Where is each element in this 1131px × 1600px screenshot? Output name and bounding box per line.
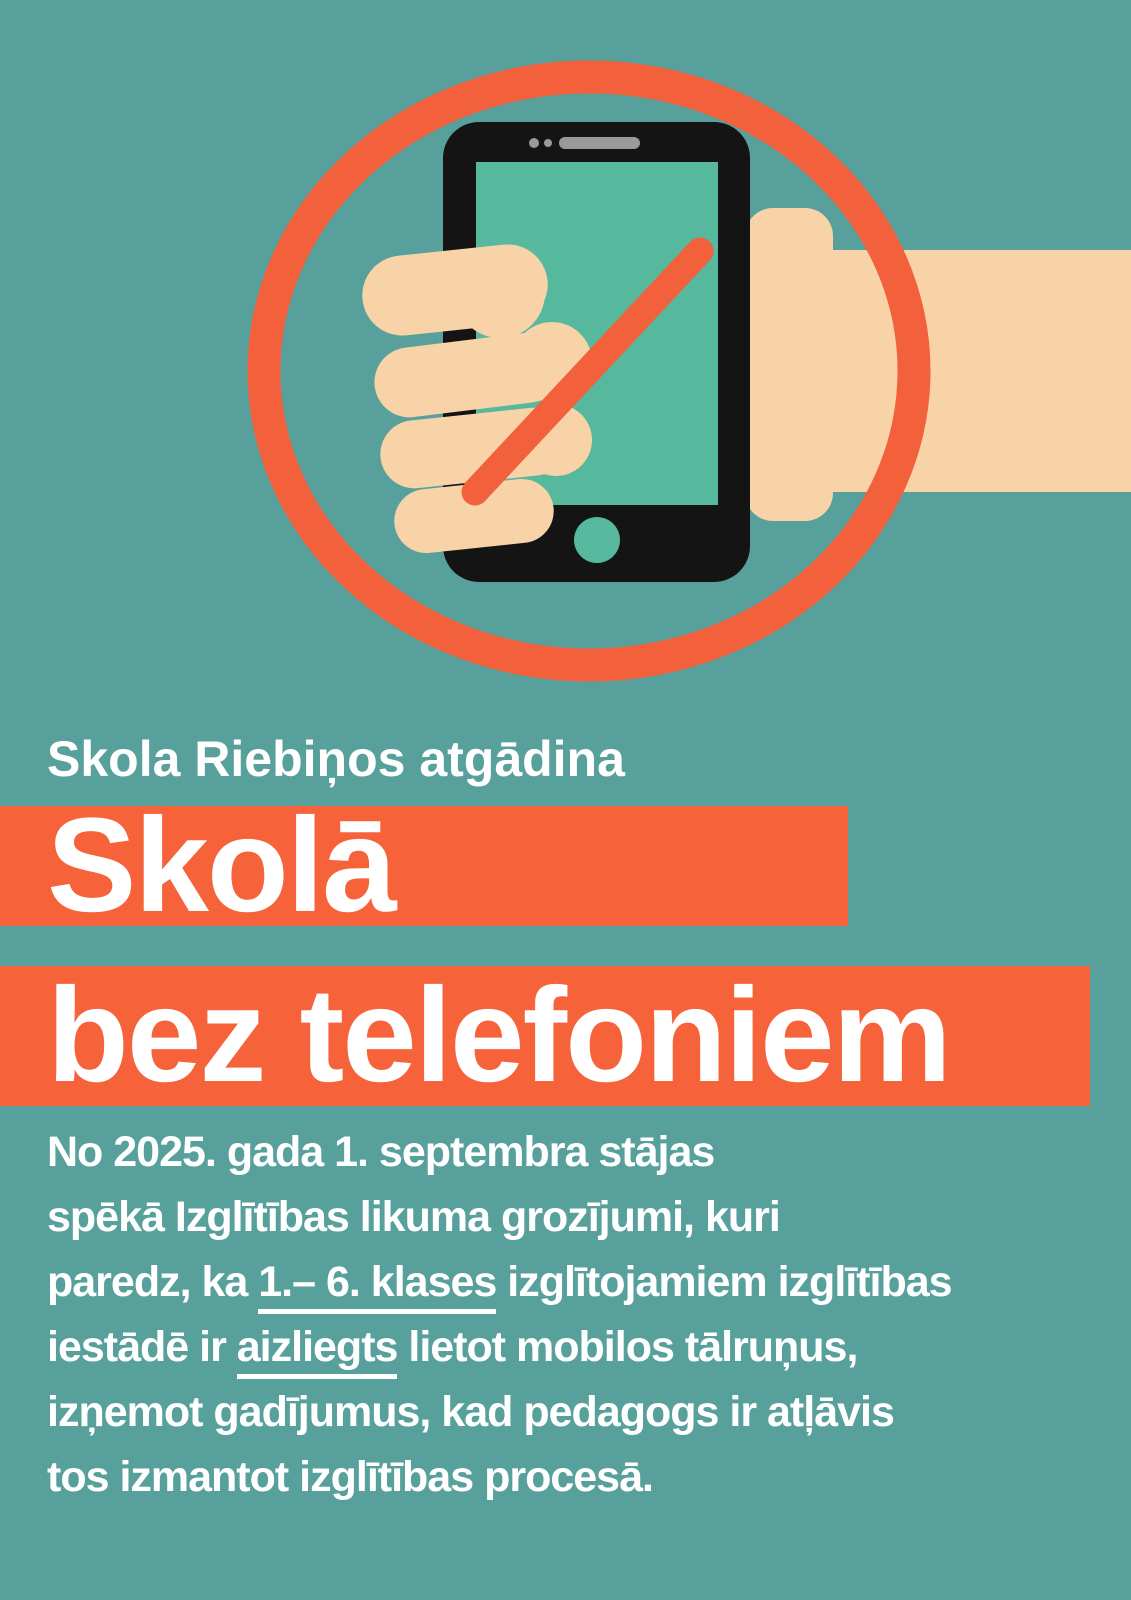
body-paragraph [47,1120,952,1510]
fist-shape [745,208,833,521]
arm-shape [826,250,1131,492]
headline-line2: bez telefoniem [47,961,950,1110]
underlined-text: 1.– 6. klases [258,1258,496,1314]
body-line [47,1315,952,1380]
body-line [47,1120,952,1185]
headline-banner-2 [0,961,1090,1110]
underlined-text: aizliegts [237,1323,398,1379]
body-text-segment: lietot mobilos tālruņus, [397,1323,858,1371]
no-phone-illustration [0,0,1131,760]
camera-dot-icon [544,139,552,147]
body-line [47,1185,952,1250]
body-line [47,1445,952,1510]
body-text-segment: tos izmantot izglītības procesā. [47,1453,653,1501]
body-line [47,1250,952,1315]
headline-banner-1 [0,791,848,940]
home-button-icon [574,517,620,563]
body-text-segment: spēkā Izglītības likuma grozījumi, kuri [47,1193,780,1241]
speaker-grille-icon [559,137,640,149]
body-text-segment: izglītojamiem izglītības [496,1258,952,1306]
camera-dot-icon [529,138,539,148]
body-text-segment: No 2025. gada 1. septembra stājas [47,1128,715,1176]
body-text-segment: izņemot gadījumus, kad pedagogs ir atļāvis [47,1388,894,1436]
headline-line1: Skolā [47,791,395,940]
finger-tip-shape [455,248,545,338]
kicker-text: Skola Riebiņos atgādina [47,731,625,787]
body-line [47,1380,952,1445]
body-text-segment: iestādē ir [47,1323,237,1371]
body-text-segment: paredz, ka [47,1258,259,1306]
